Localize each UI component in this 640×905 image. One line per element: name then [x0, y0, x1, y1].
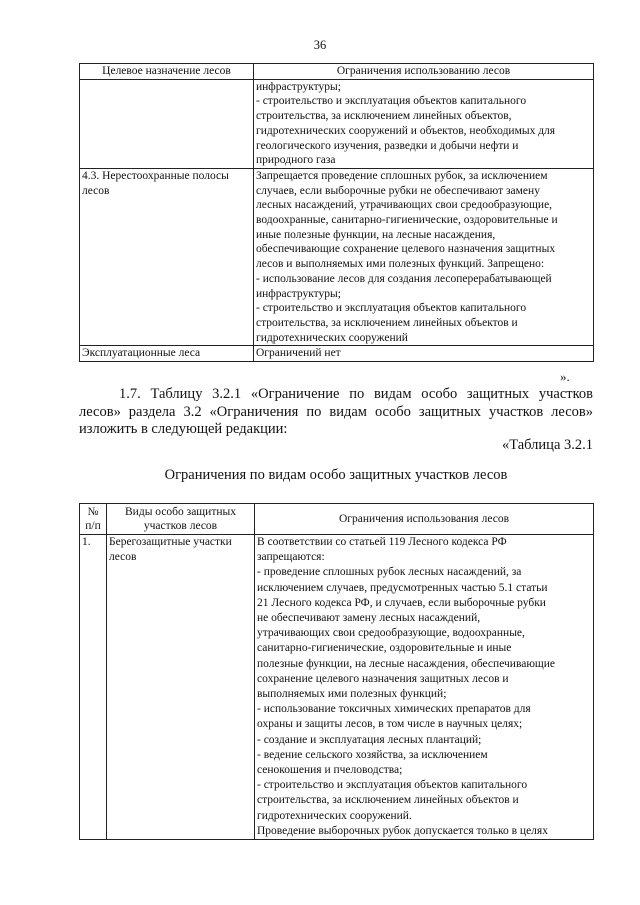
row-number-cell: 1. [80, 535, 107, 840]
text-line: исключением случаев, предусмотренных частью 5.1 статьи [257, 581, 548, 594]
forest-purpose-table [79, 63, 594, 362]
paragraph-line: изложить в следующей редакции: [79, 421, 288, 437]
table-header-row [80, 504, 594, 535]
text-line: геологического изучения, разведки и добычи нефти и [256, 139, 519, 152]
text-line: природного газа [256, 154, 336, 167]
column-header-area-type: Виды особо защитных участков лесов [107, 504, 255, 535]
table-title: Ограничения по видам особо защитных участков лесов [164, 467, 508, 483]
table-row [80, 168, 594, 345]
text-line: Ограничений нет [256, 347, 341, 360]
text-line: Проведение выборочных рубок допускается только в целях [257, 824, 548, 837]
text-line: строительства, за исключением линейных объектов, [256, 110, 512, 123]
text-line: гидротехнических сооружений. [257, 809, 412, 822]
text-line: случаев, если выборочные рубки не обеспечивают замену [256, 184, 540, 197]
column-header-restrictions: Ограничения использованию лесов [254, 64, 594, 80]
page-number: 36 [313, 38, 327, 52]
table-row [80, 79, 594, 168]
table-header-row [80, 64, 594, 80]
text-line: утрачивающих свои средообразующие, водоохранные, [257, 627, 525, 640]
text-line: - создание и эксплуатация лесных плантаций; [257, 733, 482, 746]
text-line: сенокошения и пчеловодства; [257, 764, 403, 777]
text-line: - строительство и эксплуатация объектов капитального [257, 779, 528, 792]
amendment-paragraph [79, 386, 593, 439]
text-line: - использование лесов для создания лесоперерабатывающей [256, 272, 552, 285]
restrictions-cell [254, 79, 594, 168]
closing-quote: ». [560, 369, 570, 384]
text-line: обеспечивающие сохранение целевого назначения защитных [256, 243, 556, 256]
purpose-cell [80, 79, 254, 168]
text-line: 21 Лесного кодекса РФ, и случаев, если выборочные рубки [257, 596, 546, 609]
text-line: строительства, за исключением линейных объектов и [256, 316, 518, 329]
restrictions-cell [254, 168, 594, 345]
text-line: инфраструктуры; [256, 80, 341, 93]
text-line: - проведение сплошных рубок лесных насаждений, за [257, 566, 522, 579]
text-line: водоохранные, санитарно-гигиенические, оздоровительные и [256, 214, 558, 227]
table-row [80, 535, 594, 840]
text-line: - ведение сельского хозяйства, за исключением [257, 748, 488, 761]
text-line: инфраструктуры; [256, 287, 341, 300]
text-line: полезные функции, на лесные насаждения, обеспечивающие [257, 657, 556, 670]
text-line: строительства, за исключением линейных объектов и [257, 794, 519, 807]
column-header-purpose: Целевое назначение лесов [80, 64, 254, 80]
restrictions-cell [254, 346, 594, 362]
text-line: выполняемых ими полезных функций; [257, 688, 447, 701]
text-line: - строительство и эксплуатация объектов капитального [256, 95, 527, 108]
area-type-cell: Берегозащитные участки лесов [107, 535, 255, 840]
text-line: не обеспечивают замену лесных насаждений, [257, 612, 481, 625]
text-line: - использование токсичных химических препаратов для [257, 703, 531, 716]
text-line: гидротехнических сооружений и объектов, необходимых для [256, 124, 556, 137]
text-line: гидротехнических сооружений [256, 331, 408, 344]
purpose-cell: 4.3. Нерестоохранные полосы лесов [80, 168, 254, 345]
purpose-cell: Эксплуатационные леса [80, 346, 254, 362]
restrictions-cell [255, 535, 594, 840]
protective-areas-table [79, 503, 594, 840]
paragraph-line: лесов» раздела 3.2 «Ограничения по видам особо защитных участков лесов» [79, 403, 593, 420]
column-header-number: № п/п [80, 504, 107, 535]
text-line: лесных насаждений, утрачивающих свои средообразующие, [256, 199, 553, 212]
table-reference: «Таблица 3.2.1 [501, 437, 593, 453]
text-line: В соответствии со статьей 119 Лесного кодекса РФ [257, 536, 507, 548]
text-line: Запрещается проведение сплошных рубок, за исключением [256, 169, 548, 182]
paragraph-line: 1.7. Таблицу 3.2.1 «Ограничение по видам особо защитных участков [119, 386, 593, 402]
text-line: сохранение целевого назначения защитных лесов и [257, 672, 509, 685]
text-line: санитарно-гигиенические, оздоровительные и иные [257, 642, 512, 655]
text-line: охраны и защиты лесов, в том числе в научных целях; [257, 718, 523, 731]
text-line: - строительство и эксплуатация объектов капитального [256, 302, 527, 315]
column-header-restrictions: Ограничения использования лесов [255, 504, 594, 535]
text-line: запрещаются: [257, 551, 325, 564]
text-line: иные полезные функции, на лесные насаждения, [256, 228, 496, 241]
text-line: лесов и выполняемых ими полезных функций. Запрещено: [256, 258, 545, 271]
table-row [80, 346, 594, 362]
